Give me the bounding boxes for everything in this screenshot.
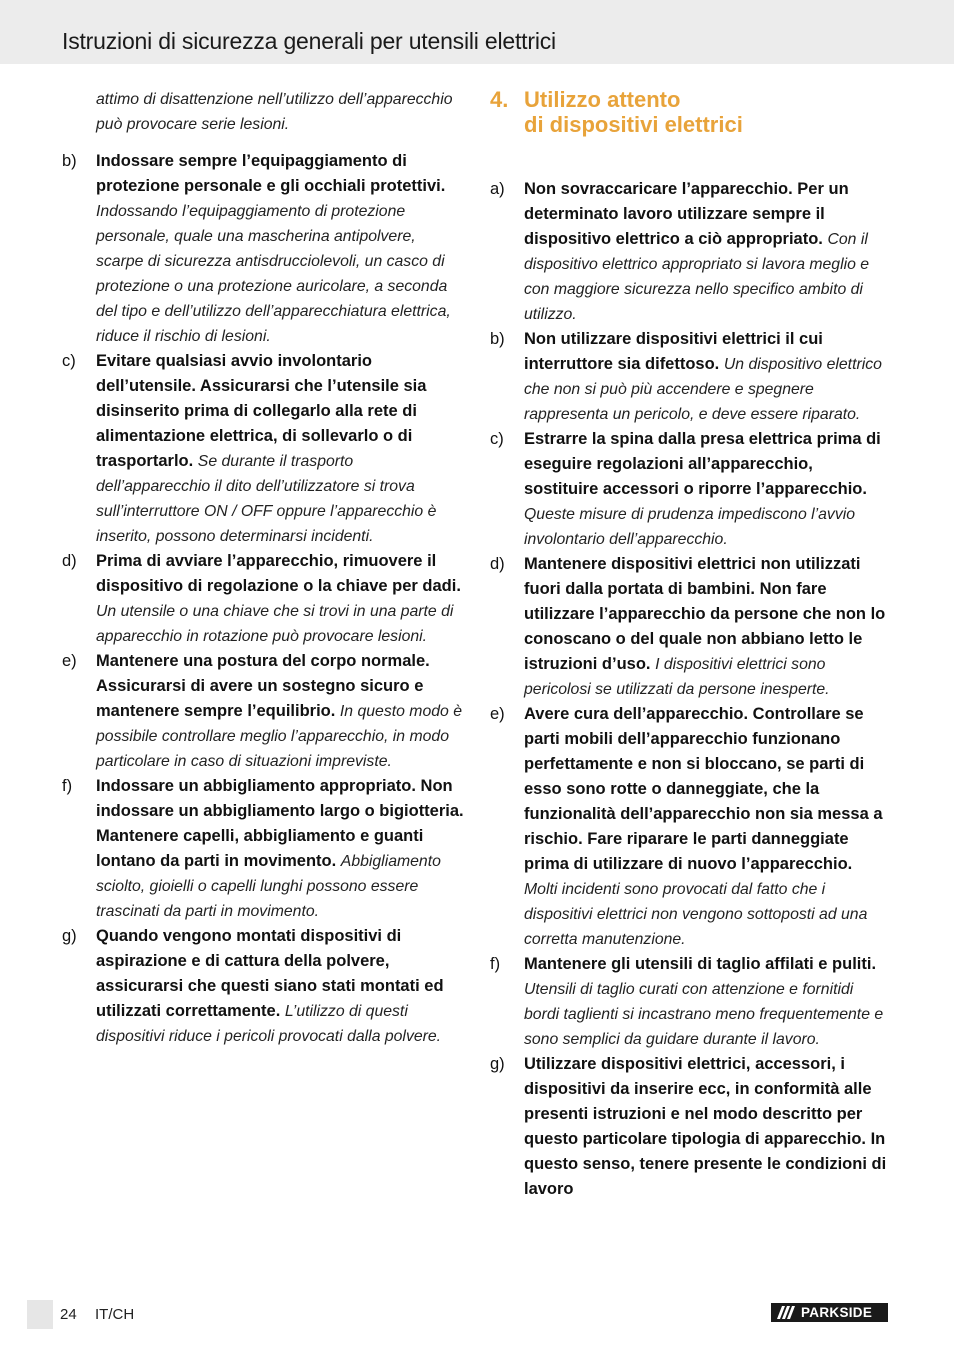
item-explanation: Utensili di taglio curati con attenzione e fornitidi bordi taglienti si incastrano meno frequentemente e sono semplici da guidare durante il lavoro. [524,981,884,1048]
page-title: Istruzioni di sicurezza generali per utensili elettrici [62,28,556,54]
page-number: 24 [60,1306,77,1323]
list-item [490,327,890,427]
item-label: f) [62,777,73,795]
list-item [490,1052,890,1202]
item-body [96,349,464,549]
item-body [96,649,464,774]
item-body [524,552,890,702]
brand-slashes-icon [771,1303,799,1322]
item-body [524,427,890,552]
list-item [62,349,464,549]
item-explanation: In questo modo è possibile controllare meglio l’apparecchio, in modo particolare in caso di situazioni impreviste. [96,703,462,770]
item-explanation: Indossando l’equipaggiamento di protezione personale, quale una mascherina antipolvere, scarpe di sicurezza antisdrucciolevoli, un casco di protezione o una protezione auricolare, a seconda del tipo e dell’utilizzo dell’apparecchiatura elettrica, riduce il rischio di lesioni. [96,203,451,345]
item-instruction: Mantenere gli utensili di taglio affilati e puliti. [524,955,877,973]
item-instruction: Indossare sempre l’equipaggiamento di protezione personale e gli occhiali protettivi. [96,152,446,195]
list-item [62,549,464,649]
item-body [524,177,890,327]
item-instruction: Prima di avviare l’apparecchio, rimuovere il dispositivo di regolazione o la chiave per dadi. [96,552,461,595]
item-instruction: Mantenere una postura del corpo normale. Assicurarsi di avere un sostegno sicuro e mantenere sempre l’equilibrio. [96,652,430,720]
footer-page-box [27,1300,53,1329]
item-instruction: Utilizzare dispositivi elettrici, accessori, i dispositivi da inserire ecc, in conformità alle presenti istruzioni e nel modo descritto per questo particolare tipologia di apparecchio. In questo senso, tenere presente le condizioni di lavoro [524,1055,887,1198]
item-instruction: Non utilizzare dispositivi elettrici il cui interruttore sia difettoso. [524,330,823,373]
section-heading [490,87,890,137]
item-explanation: Un dispositivo elettrico che non si può più accendere e spegnere rappresenta un pericolo, e deve essere riparato. [524,356,882,423]
item-body [96,774,464,924]
item-explanation: Molti incidenti sono provocati dal fatto che i dispositivi elettrici non vengono sottoposti ad una corretta manutenzione. [524,881,868,948]
item-label: d) [490,555,505,573]
item-label: g) [62,927,77,945]
item-instruction: Estrarre la spina dalla presa elettrica prima di eseguire regolazioni all’apparecchio, sostituire accessori o riporre l’apparecchio. [524,430,881,498]
item-label: a) [490,180,505,198]
item-explanation: L’utilizzo di questi dispositivi riduce i pericoli provocati dalla polvere. [96,1003,442,1045]
item-label: e) [490,705,505,723]
item-label: b) [62,152,77,170]
item-explanation: I dispositivi elettrici sono pericolosi se utilizzati da persone inesperte. [524,656,830,698]
item-explanation: Con il dispositivo elettrico appropriato si lavora meglio e con maggiore sicurezza nello specifico ambito di utilizzo. [524,231,870,323]
item-label: g) [490,1055,505,1073]
item-instruction: Evitare qualsiasi avvio involontario dell’utensile. Assicurarsi che l’utensile sia disinserito prima di collegarlo alla rete di alimentazione elettrica, di sollevarlo o di trasportarlo. [96,352,427,470]
item-explanation: Se durante il trasporto dell’apparecchio il dito dell’utilizzatore si trova sull’interruttore ON / OFF oppure l’apparecchio è inserito, possono determinarsi incidenti. [96,453,437,545]
item-instruction: Mantenere dispositivi elettrici non utilizzati fuori dalla portata di bambini. Non fare utilizzare l’apparecchio da persone che non lo conoscano o del quale non abbiano letto le istruzioni d’uso. [524,555,886,673]
section-number: 4. [490,87,509,112]
item-label: e) [62,652,77,670]
item-explanation: Abbigliamento sciolto, gioielli o capelli lunghi possono essere trascinati da parti in movimento. [96,853,441,920]
brand-logo [771,1303,888,1322]
item-label: c) [62,352,76,370]
item-body [96,149,464,349]
list-item [62,649,464,774]
item-instruction: Avere cura dell’apparecchio. Controllare se parti mobili dell’apparecchio funzionano perfettamente e non si bloccano, se parti di esso sono rotte o danneggiate, che la funzionalità dell’apparecchio non sia messa a rischio. Fare riparare le parti danneggiate prima di utilizzare di nuovo l’apparecchio. [524,705,883,873]
brand-name: PARKSIDE [801,1305,873,1320]
right-column [490,87,890,1202]
item-body [96,924,464,1049]
item-label: b) [490,330,505,348]
list-item [62,774,464,924]
list-item [62,149,464,349]
item-instruction: Indossare un abbigliamento appropriato. Non indossare un abbigliamento largo o bigiotteria. Mantenere capelli, abbigliamento e guanti lontano da parti in movimento. [96,777,464,870]
continued-italic-text: attimo di disattenzione nell’utilizzo dell’apparecchio può provocare serie lesioni. [96,91,453,133]
item-label: f) [490,955,501,973]
item-instruction: Non sovraccaricare l’apparecchio. Per un determinato lavoro utilizzare sempre il dispositivo elettrico a ciò appropriato. [524,180,849,248]
item-label: c) [490,430,504,448]
item-instruction: Quando vengono montati dispositivi di aspirazione e di cattura della polvere, assicurarsi che questi siano stati montati ed utilizzati correttamente. [96,927,444,1020]
item-explanation: Un utensile o una chiave che si trovi in una parte di apparecchio in rotazione può provocare lesioni. [96,603,454,645]
item-body [524,1052,890,1202]
page-header [0,0,954,64]
list-item [490,552,890,702]
list-item [490,702,890,952]
list-item [490,177,890,327]
item-body [96,549,464,649]
item-body [524,952,890,1052]
list-item [490,427,890,552]
language-code: IT/CH [95,1306,135,1323]
left-column [62,87,464,1049]
list-item [62,924,464,1049]
item-body [524,702,890,952]
continued-text [62,87,464,137]
item-label: d) [62,552,77,570]
list-item [490,952,890,1052]
right-item-list [490,177,890,1202]
left-item-list [62,149,464,1049]
section-title: Utilizzo attento di dispositivi elettrici [524,87,743,137]
item-body [524,327,890,427]
item-explanation: Queste misure di prudenza impediscono l’avvio involontario dell’apparecchio. [524,506,856,548]
